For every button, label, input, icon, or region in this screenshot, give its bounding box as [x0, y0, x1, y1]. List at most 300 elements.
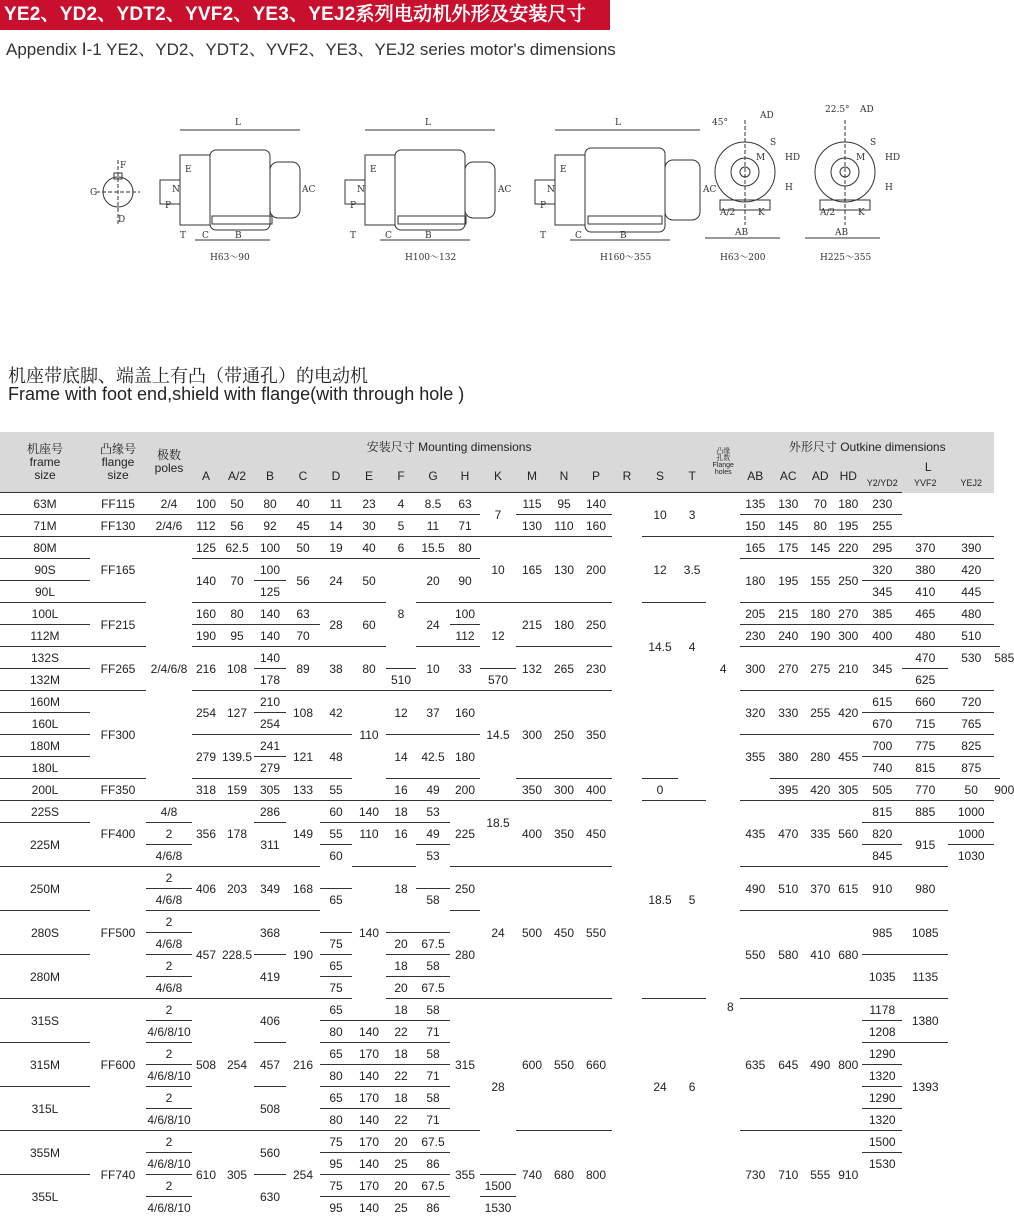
table-cell: 279 [254, 757, 286, 779]
svg-text:B: B [620, 231, 627, 241]
table-cell [480, 845, 516, 867]
svg-text:22.5°: 22.5° [825, 105, 850, 115]
label-l1: L [235, 118, 241, 128]
table-cell: 730 [740, 1131, 770, 1218]
table-header-cell: E [352, 460, 386, 493]
table-cell: 350 [516, 779, 548, 801]
table-cell: FF400 [90, 801, 146, 867]
table-cell: 19 [320, 537, 352, 559]
table-cell: 720 [948, 691, 994, 713]
table-header-cell: D [320, 460, 352, 493]
table-cell: 2 [146, 1131, 192, 1153]
table-cell: 255 [862, 515, 902, 537]
table-cell: 400 [516, 801, 548, 867]
table-cell: 5 [386, 515, 416, 537]
table-cell: 37 [416, 691, 450, 735]
table-cell: 349 [254, 867, 286, 911]
table-cell: 132S [0, 647, 90, 669]
table-cell: 305 [254, 779, 286, 801]
drawing-3 [535, 130, 700, 240]
table-cell: 4/6/8/10 [146, 1153, 192, 1175]
table-cell: FF350 [90, 779, 146, 801]
svg-text:M: M [756, 153, 765, 163]
table-header-cell: L [862, 460, 994, 474]
table-cell: 385 [862, 603, 902, 625]
table-header-cell: YVF2 [902, 474, 948, 493]
svg-text:A/2: A/2 [719, 208, 735, 218]
table-cell: 80 [320, 1109, 352, 1131]
table-cell: 380 [902, 559, 948, 581]
table-cell: 115 [516, 493, 548, 515]
section-title-en: Frame with foot end,shield with flange(with through hole ) [8, 384, 464, 405]
table-cell: 3.5 [678, 537, 706, 603]
table-cell: 875 [948, 757, 994, 779]
table-cell: 6 [678, 999, 706, 1175]
table-header-cell: AD [806, 460, 834, 493]
table-cell: 279 [192, 735, 220, 779]
table-cell: 10 [480, 537, 516, 603]
table-cell: 89 [286, 647, 320, 691]
table-header-cell: C [286, 460, 320, 493]
table-cell: 445 [948, 581, 994, 603]
table-cell: 355M [0, 1131, 90, 1175]
table-cell [706, 801, 740, 1175]
dimension-table [0, 432, 1000, 1218]
table-cell: 100 [254, 537, 286, 559]
table-cell: 490 [740, 867, 770, 911]
table-cell: 470 [770, 801, 806, 867]
table-cell: 49 [416, 823, 450, 845]
table-cell: 67.5 [416, 933, 450, 955]
table-cell: 390 [948, 537, 994, 559]
table-cell: 12 [642, 537, 678, 603]
table-cell: 95 [220, 625, 254, 647]
table-cell: 53 [416, 801, 450, 823]
table-cell: 305 [220, 1131, 254, 1218]
svg-text:T: T [180, 231, 186, 241]
table-cell: 11 [416, 515, 450, 537]
drawing-4 [705, 120, 780, 238]
table-cell: 63M [0, 493, 90, 515]
svg-text:HD: HD [885, 153, 900, 163]
table-cell: 740 [516, 1131, 548, 1218]
table-cell: 0 [642, 779, 678, 801]
table-cell: 80 [254, 493, 286, 515]
caption-4: H63～200 [720, 253, 766, 263]
table-cell: 4 [706, 537, 740, 801]
svg-text:A/2: A/2 [819, 208, 835, 218]
table-cell: 130 [770, 493, 806, 515]
table-cell: 465 [902, 603, 948, 625]
table-cell: 67.5 [416, 1175, 450, 1197]
table-cell: 65 [320, 1043, 352, 1065]
table-cell: 18 [386, 1043, 416, 1065]
table-cell: 7 [480, 493, 516, 537]
svg-text:E: E [560, 165, 567, 175]
svg-text:AC: AC [497, 185, 511, 195]
table-cell: 25 [386, 1197, 416, 1218]
table-cell: 1500 [862, 1131, 902, 1153]
table-cell: 320 [740, 691, 770, 735]
table-cell: 370 [902, 537, 948, 559]
table-cell: 132 [516, 647, 548, 691]
table-header-cell: P [580, 460, 612, 493]
table-cell: 56 [220, 515, 254, 537]
table-cell: 2 [146, 823, 192, 845]
table-cell: 75 [320, 1131, 352, 1153]
table-cell: 90S [0, 559, 90, 581]
table-cell: 50 [352, 559, 386, 603]
table-cell: 300 [516, 691, 548, 779]
table-cell: 5 [678, 801, 706, 999]
table-cell: 660 [902, 691, 948, 713]
table-cell: 560 [834, 801, 862, 867]
table-cell: 12 [386, 691, 416, 735]
table-cell: 95 [320, 1153, 352, 1175]
table-cell: 1000 [948, 823, 994, 845]
table-cell: 42 [320, 691, 352, 735]
svg-text:N: N [172, 185, 180, 195]
table-cell: 420 [834, 691, 862, 735]
drawing-5 [805, 120, 880, 238]
table-cell: 254 [286, 1131, 320, 1218]
svg-text:C: C [202, 231, 209, 241]
table-cell: 915 [902, 823, 948, 867]
table-cell: 680 [834, 911, 862, 999]
table-cell: 95 [320, 1197, 352, 1218]
table-cell: 380 [770, 735, 806, 779]
table-cell: 50 [948, 779, 994, 801]
table-cell: 140 [580, 493, 612, 515]
svg-text:E: E [370, 165, 377, 175]
table-header-cell: N [548, 460, 580, 493]
table-header-cell: M [516, 460, 548, 493]
caption-2: H100～132 [405, 253, 456, 263]
table-cell: 680 [548, 1131, 580, 1218]
table-cell: 1290 [862, 1043, 902, 1065]
table-cell: 225S [0, 801, 90, 823]
table-cell: 18.5 [480, 801, 516, 845]
table-cell: 18 [386, 955, 416, 977]
table-cell: 250 [548, 691, 580, 779]
table-cell [416, 911, 450, 933]
table-cell: 1380 [902, 999, 948, 1043]
table-cell: 350 [548, 801, 580, 867]
table-cell: 90 [450, 559, 480, 603]
table-header-cell: F [386, 460, 416, 493]
table-cell: 67.5 [416, 977, 450, 999]
svg-text:B: B [425, 231, 432, 241]
table-cell: 1030 [948, 845, 994, 867]
table-cell: 139.5 [220, 735, 254, 779]
table-cell [902, 1131, 948, 1218]
table-cell: 60 [320, 801, 352, 823]
table-cell: 58 [416, 889, 450, 911]
table-cell: 70 [806, 493, 834, 515]
table-cell: 845 [862, 845, 902, 867]
table-cell: 230 [862, 493, 902, 515]
table-cell: FF215 [90, 603, 146, 647]
table-cell [678, 691, 706, 779]
table-cell [612, 493, 642, 801]
table-cell: 315S [0, 999, 90, 1043]
table-cell: 700 [862, 735, 902, 757]
table-cell: 215 [770, 603, 806, 625]
table-cell: 710 [770, 1131, 806, 1218]
svg-text:C: C [575, 231, 582, 241]
table-cell: 80 [806, 515, 834, 537]
table-cell: 320 [862, 559, 902, 581]
table-cell: 280M [0, 955, 90, 999]
table-cell: 457 [192, 911, 220, 999]
table-cell: 132M [0, 669, 90, 691]
table-cell: 980 [902, 867, 948, 911]
table-cell: 65 [320, 1087, 352, 1109]
table-cell: 4 [678, 603, 706, 691]
table-cell: 140 [352, 1021, 386, 1043]
table-cell: FF165 [90, 537, 146, 603]
table-cell: 140 [352, 867, 386, 999]
table-cell: 625 [902, 669, 948, 691]
table-cell: 150 [740, 515, 770, 537]
svg-text:E: E [185, 165, 192, 175]
svg-text:L: L [615, 118, 621, 128]
table-cell: 28 [480, 999, 516, 1175]
table-cell: 615 [862, 691, 902, 713]
table-cell: 216 [286, 999, 320, 1131]
table-header-cell: S [642, 460, 678, 493]
table-cell: 50 [220, 493, 254, 515]
svg-text:K: K [758, 208, 765, 218]
table-cell: 75 [320, 1175, 352, 1197]
table-cell: 800 [834, 999, 862, 1131]
table-cell: 71 [416, 1065, 450, 1087]
table-cell: 480 [902, 625, 948, 647]
table-cell: 71M [0, 515, 90, 537]
table-cell: 62.5 [220, 537, 254, 559]
table-cell: 355 [740, 735, 770, 779]
svg-text:H: H [885, 183, 893, 193]
table-cell: 345 [862, 647, 902, 691]
table-cell: 140 [254, 647, 286, 669]
table-cell: 500 [516, 867, 548, 999]
table-cell: 435 [740, 801, 770, 867]
table-cell: 250 [580, 603, 612, 647]
table-cell: 420 [806, 779, 834, 801]
table-cell: 318 [192, 779, 220, 801]
svg-text:AD: AD [859, 105, 874, 115]
table-cell: 1320 [862, 1065, 902, 1087]
table-cell: 210 [254, 691, 286, 713]
table-cell: 180 [834, 493, 862, 515]
table-cell: 56 [286, 559, 320, 603]
table-cell: 645 [770, 999, 806, 1131]
table-cell: 660 [580, 999, 612, 1131]
table-header-cell: K [480, 460, 516, 493]
table-cell: 4/6/8/10 [146, 1065, 192, 1087]
table-cell: 254 [254, 713, 286, 735]
table-cell: 108 [286, 691, 320, 735]
table-cell: 225M [0, 823, 90, 867]
table-cell: 765 [948, 713, 994, 735]
table-cell: 8.5 [416, 493, 450, 515]
svg-text:S: S [770, 138, 776, 148]
table-header-cell: A [192, 460, 220, 493]
table-cell: 18.5 [642, 801, 678, 999]
table-cell: 250 [450, 867, 480, 911]
table-cell: 80 [320, 1021, 352, 1043]
table-cell: 140 [254, 625, 286, 647]
table-cell: FF130 [90, 515, 146, 537]
table-cell: 55 [320, 823, 352, 845]
table-cell: 1035 [862, 955, 902, 999]
table-cell: 60 [320, 845, 352, 867]
table-header-cell: AB [740, 460, 770, 493]
table-cell: 140 [192, 559, 220, 603]
table-cell: 65 [320, 955, 352, 977]
table-cell: 70 [286, 625, 320, 647]
table-cell: 885 [902, 801, 948, 823]
table-cell: 470 [902, 647, 948, 669]
table-cell [386, 911, 416, 933]
table-cell: 24 [416, 603, 450, 647]
table-cell: 23 [352, 493, 386, 515]
table-cell [320, 867, 352, 889]
table-cell: 33 [450, 647, 480, 691]
caption-1: H63～90 [210, 253, 250, 263]
table-cell: 71 [416, 1109, 450, 1131]
table-cell: 265 [548, 647, 580, 691]
table-cell: 65 [320, 999, 352, 1021]
table-cell: 2 [146, 1043, 192, 1065]
table-cell: 10 [642, 493, 678, 537]
table-cell: 457 [254, 1043, 286, 1087]
table-cell: 140 [352, 1109, 386, 1131]
table-cell: 530 [948, 647, 994, 669]
table-cell: 12 [480, 603, 516, 669]
table-cell: 195 [770, 559, 806, 603]
svg-text:45°: 45° [712, 118, 728, 128]
table-cell: 505 [862, 779, 902, 801]
table-cell [678, 779, 706, 801]
svg-text:AD: AD [759, 111, 774, 121]
table-cell: 14.5 [480, 691, 516, 779]
table-cell: 63 [286, 603, 320, 625]
table-cell: 2 [146, 867, 192, 889]
table-cell: 508 [254, 1087, 286, 1131]
table-cell: 480 [948, 603, 994, 625]
table-cell: 910 [862, 867, 902, 911]
table-cell: 168 [286, 867, 320, 911]
table-cell: 58 [416, 999, 450, 1021]
svg-text:N: N [547, 185, 555, 195]
table-cell [612, 801, 642, 1175]
table-cell: 110 [352, 691, 386, 779]
table-cell [352, 999, 386, 1021]
svg-text:C: C [385, 231, 392, 241]
table-cell: 80 [320, 1065, 352, 1087]
table-cell: 160M [0, 691, 90, 713]
table-cell: 225 [450, 801, 480, 867]
table-cell: FF265 [90, 647, 146, 691]
table-cell: 240 [770, 625, 806, 647]
table-cell: 420 [948, 559, 994, 581]
table-cell: FF600 [90, 999, 146, 1131]
table-cell: 22 [386, 1021, 416, 1043]
table-cell: 190 [806, 625, 834, 647]
table-header-cell: YEJ2 [948, 474, 994, 493]
table-header-cell: R [612, 460, 642, 493]
table-cell: 16 [386, 779, 416, 801]
table-cell: 160 [580, 515, 612, 537]
table-cell: 1208 [862, 1021, 902, 1043]
table-cell: 1085 [902, 911, 948, 955]
head-mounting: 安装尺寸 Mounting dimensions [192, 432, 706, 460]
table-cell: 400 [862, 625, 902, 647]
table-cell: 8 [386, 559, 416, 669]
table-cell: 4/6/8/10 [146, 1021, 192, 1043]
table-cell: 2/4 [146, 493, 192, 515]
table-cell [948, 493, 994, 537]
table-cell: 910 [834, 1131, 862, 1218]
table-cell: 230 [580, 647, 612, 691]
svg-text:H: H [785, 183, 793, 193]
table-cell: 254 [192, 691, 220, 735]
table-cell: 406 [192, 867, 220, 911]
table-cell: 510 [770, 867, 806, 911]
table-cell: 2/4/6 [146, 515, 192, 537]
table-cell: 149 [286, 801, 320, 867]
table-cell: 155 [806, 559, 834, 603]
table-cell: 130 [516, 515, 548, 537]
caption-5: H225～355 [820, 253, 871, 263]
table-cell: 230 [740, 625, 770, 647]
head-frame: 机座号 frame size [0, 432, 90, 493]
table-header-cell: A/2 [220, 460, 254, 493]
table-cell: 4/6/8/10 [146, 1197, 192, 1218]
label-f: F [120, 161, 126, 171]
table-cell: 140 [352, 1153, 386, 1175]
table-cell: 455 [834, 735, 862, 779]
table-cell: 311 [254, 823, 286, 867]
table-cell: 210 [834, 647, 862, 691]
table-cell: FF115 [90, 493, 146, 515]
table-cell [480, 779, 516, 801]
table-cell: 450 [580, 801, 612, 867]
table-cell: 28 [320, 603, 352, 647]
table-cell: 4 [386, 493, 416, 515]
table-cell: 300 [740, 647, 770, 691]
table-cell: 615 [834, 867, 862, 911]
table-cell: 200 [450, 779, 480, 801]
table-cell [706, 493, 740, 537]
table-cell: 508 [192, 999, 220, 1131]
table-cell: 241 [254, 735, 286, 757]
table-cell: 100 [192, 493, 220, 515]
table-cell: 71 [416, 1021, 450, 1043]
table-cell: 133 [286, 779, 320, 801]
table-cell: 90L [0, 581, 90, 603]
table-cell: 160 [450, 691, 480, 735]
table-cell: 555 [806, 1131, 834, 1218]
table-cell: 205 [740, 603, 770, 625]
holes-8: 8 [727, 1000, 734, 1014]
table-cell: 140 [352, 1197, 386, 1218]
table-cell: 14.5 [642, 603, 678, 691]
table-cell: 175 [770, 537, 806, 559]
table-cell: 49 [416, 779, 450, 801]
table-cell: FF740 [90, 1131, 146, 1218]
